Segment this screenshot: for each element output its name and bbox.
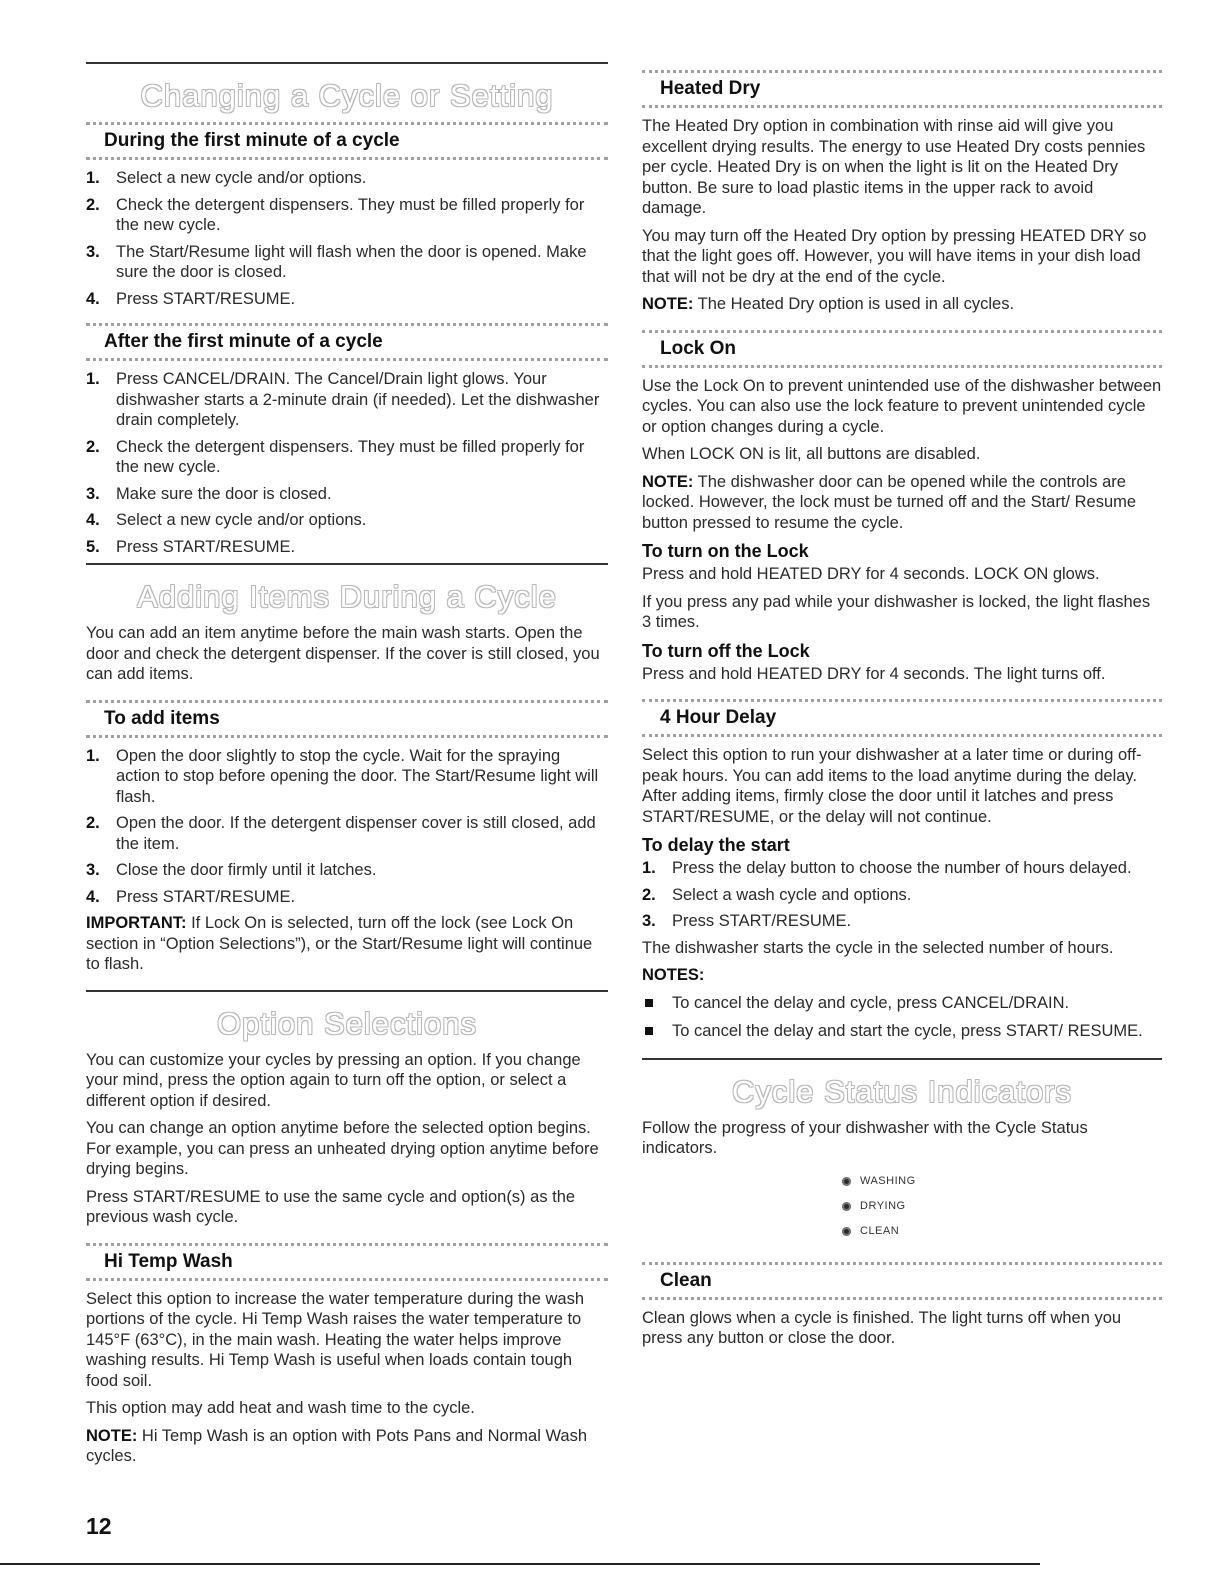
clean-p1: Clean glows when a cycle is finished. The light turns off when you press any button or close the door.	[642, 1308, 1122, 1347]
note-item: To cancel the delay and start the cycle, press START/ RESUME.	[642, 1021, 1162, 1042]
section-rule	[642, 1058, 1162, 1060]
dotted-divider	[86, 735, 608, 738]
heated-p1: The Heated Dry option in combination with rinse aid will give you excellent drying results. The energy to use Heated Dry costs pennies per cycle. Heated Dry is on when the light is lit on the Heated Dry button. Be sure to load plastic items in the upper rack to avoid damage.	[642, 117, 1146, 217]
note-item: To cancel the delay and cycle, press CANCEL/DRAIN.	[642, 993, 1162, 1014]
step-item: 3. Make sure the door is closed.	[86, 484, 332, 503]
hitemp-note: NOTE: Hi Temp Wash is an option with Pots Pans and Normal Wash cycles.	[86, 1426, 588, 1465]
dotted-divider	[86, 1243, 608, 1246]
left-column	[86, 62, 608, 1474]
bullet-square-icon	[645, 1027, 653, 1035]
lock-turn-on-p1: Press and hold HEATED DRY for 4 seconds. LOCK ON glows.	[642, 565, 1100, 583]
dotted-divider	[86, 122, 608, 125]
section-title-adding: Adding Items During a Cycle	[137, 579, 557, 614]
dotted-divider	[86, 323, 608, 326]
subheading-lock-on: Lock On	[660, 337, 737, 359]
section-rule	[86, 62, 608, 64]
hitemp-p2: This option may add heat and wash time to the cycle.	[86, 1399, 475, 1417]
steps-to-add	[86, 746, 608, 908]
lock-turn-off-heading: To turn off the Lock	[642, 640, 810, 661]
indicator-clean: CLEAN	[842, 1219, 1162, 1244]
options-p1: You can customize your cycles by pressing an option. If you change your mind, press the option again to turn off the option, or select a different option if desired.	[86, 1050, 581, 1110]
delay-p2: The dishwasher starts the cycle in the selected number of hours.	[642, 938, 1114, 957]
lock-p1: Use the Lock On to prevent unintended use of the dishwasher between cycles. You can also use the lock feature to prevent unintended cycle or option changes during a cycle.	[642, 376, 1162, 436]
indicator-washing: WASHING	[842, 1169, 1162, 1194]
dotted-divider	[86, 1278, 608, 1281]
steps-during	[86, 168, 608, 309]
step-item: 2. Check the detergent dispensers. They must be filled properly for the new cycle.	[86, 195, 585, 234]
dotted-divider	[642, 105, 1162, 108]
hitemp-p1: Select this option to increase the water temperature during the wash portions of the cycle. Hi Temp Wash raises the water temperature to 145°F (63°C), in the main wash. Heating the water helps improve washing results. Hi Temp Wash is useful when loads contain tough food soil.	[86, 1289, 585, 1390]
subheading-heated-dry: Heated Dry	[660, 78, 761, 99]
dotted-divider	[86, 358, 608, 361]
step-item: 1. Open the door slightly to stop the cycle. Wait for the spraying action to stop before opening the door. The Start/Resume light will flash.	[86, 746, 599, 806]
dotted-divider	[86, 157, 608, 160]
dotted-divider	[642, 70, 1162, 73]
dotted-divider	[642, 1262, 1162, 1265]
dotted-divider	[86, 700, 608, 703]
subheading-during: During the first minute of a cycle	[104, 130, 400, 151]
step-item: 3. Press START/RESUME.	[642, 912, 852, 930]
lock-p2: When LOCK ON is lit, all buttons are disabled.	[642, 445, 981, 463]
step-item: 3. Close the door firmly until it latches.	[86, 861, 377, 879]
delay-start-heading: To delay the start	[642, 835, 790, 855]
subheading-to-add: To add items	[104, 707, 220, 729]
options-p3: Press START/RESUME to use the same cycle and option(s) as the previous wash cycle.	[86, 1187, 576, 1226]
lock-note: NOTE: The dishwasher door can be opened while the controls are locked. However, the lock must be turned off and the Start/ Resume button pressed to resume the cycle.	[642, 472, 1137, 532]
steps-delay	[642, 858, 1162, 932]
heated-note: NOTE: The Heated Dry option is used in all cycles.	[642, 295, 1015, 313]
lock-turn-off-p1: Press and hold HEATED DRY for 4 seconds. The light turns off.	[642, 664, 1106, 683]
delay-notes	[642, 993, 1162, 1042]
indicator-drying: DRYING	[842, 1194, 1162, 1219]
dotted-divider	[642, 699, 1162, 702]
step-item: 3. The Start/Resume light will flash when the door is opened. Make sure the door is closed.	[86, 242, 587, 281]
subheading-delay: 4 Hour Delay	[660, 707, 777, 728]
indicator-light-icon	[842, 1177, 851, 1186]
options-p2: You can change an option anytime before the selected option begins. For example, you can press an unheated drying option anytime before drying begins.	[86, 1119, 599, 1178]
step-item: 2. Open the door. If the detergent dispenser cover is still closed, add the item.	[86, 814, 596, 853]
step-item: 5. Press START/RESUME.	[86, 537, 296, 556]
subheading-hitemp: Hi Temp Wash	[104, 1250, 233, 1272]
section-title-options: Option Selections	[217, 1005, 477, 1041]
status-p1: Follow the progress of your dishwasher with the Cycle Status indicators.	[642, 1118, 1088, 1157]
subheading-clean: Clean	[660, 1269, 712, 1291]
section-rule	[86, 563, 608, 565]
step-item: 4. Press START/RESUME.	[86, 887, 296, 906]
dotted-divider	[642, 365, 1162, 368]
step-item: 2. Select a wash cycle and options.	[642, 885, 912, 904]
right-column	[642, 62, 1162, 1356]
delay-notes-label: NOTES:	[642, 966, 705, 984]
step-item: 4. Select a new cycle and/or options.	[86, 511, 367, 529]
subheading-after: After the first minute of a cycle	[104, 331, 383, 352]
step-item: 1. Press the delay button to choose the number of hours delayed.	[642, 859, 1132, 877]
indicator-light-icon	[842, 1202, 851, 1211]
section-title-status: Cycle Status Indicators	[731, 1073, 1073, 1109]
heated-p2: You may turn off the Heated Dry option by pressing HEATED DRY so that the light goes off. However, you will have items in your dish load that will not be dry at the end of the cycle.	[642, 226, 1147, 286]
step-item: 1. Select a new cycle and/or options.	[86, 169, 367, 187]
lock-turn-on-p2: If you press any pad while your dishwasher is locked, the light flashes 3 times.	[642, 592, 1151, 631]
bottom-rule	[0, 1563, 1040, 1565]
section-rule	[86, 990, 608, 992]
step-item: 4. Press START/RESUME.	[86, 289, 296, 308]
bullet-square-icon	[645, 999, 653, 1007]
step-item: 1. Press CANCEL/DRAIN. The Cancel/Drain light glows. Your dishwasher starts a 2-minute drain (if needed). Let the dishwasher drain completely.	[86, 370, 600, 429]
lock-turn-on-heading: To turn on the Lock	[642, 541, 809, 561]
page-number: 12	[86, 1513, 112, 1539]
step-item: 2. Check the detergent dispensers. They must be filled properly for the new cycle.	[86, 437, 585, 476]
indicator-light-icon	[842, 1227, 851, 1236]
delay-p1: Select this option to run your dishwasher at a later time or during off-peak hours. You can add items to the load anytime during the delay. After adding items, firmly close the door until it latches and press START/RESUME, or the delay will not continue.	[642, 746, 1142, 826]
section-title-changing: Changing a Cycle or Setting	[140, 78, 554, 113]
steps-after	[86, 369, 608, 557]
important-note: IMPORTANT: If Lock On is selected, turn off the lock (see Lock On section in “Option Selections”), or the Start/Resume light will continue to flash.	[86, 914, 593, 973]
dotted-divider	[642, 734, 1162, 737]
dotted-divider	[642, 1297, 1162, 1300]
status-indicators	[842, 1169, 1162, 1244]
dotted-divider	[642, 330, 1162, 333]
adding-intro: You can add an item anytime before the main wash starts. Open the door and check the detergent dispenser. If the cover is still closed, you can add items.	[86, 624, 600, 683]
